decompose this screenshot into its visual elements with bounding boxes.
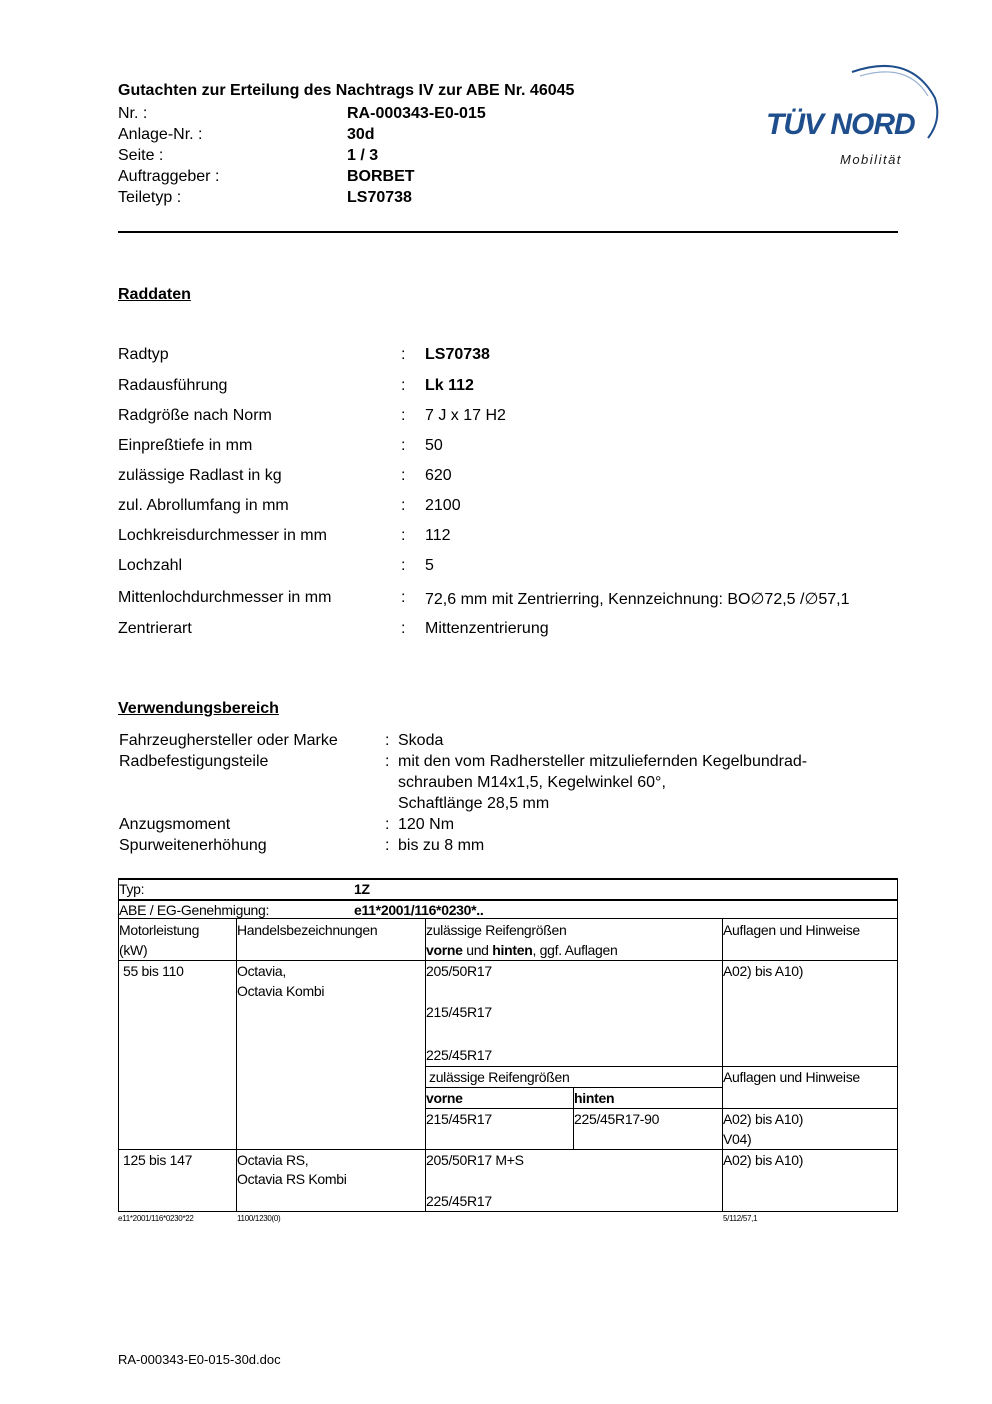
header-value: 1 / 3 [347, 147, 379, 164]
logo-wordmark: TÜV NORD [766, 108, 915, 141]
raddaten-value: 5 [425, 557, 434, 574]
verwendung-value: 120 Nm [398, 816, 455, 833]
row1-tyre: 225/45R17 [426, 1047, 492, 1063]
header-motorleistung: Motorleistung [119, 922, 200, 938]
table-footnote: e11*2001/116*0230*22 [118, 1214, 194, 1223]
raddaten-label: Lochkreisdurchmesser in mm [118, 527, 327, 544]
header-label: Teiletyp : [118, 189, 182, 206]
raddaten-label: zulässige Radlast in kg [118, 467, 282, 484]
verwendung-value: Schaftlänge 28,5 mm [398, 795, 550, 812]
header-label: Auftraggeber : [118, 168, 220, 185]
row2-handel: Octavia RS Kombi [237, 1171, 347, 1187]
raddaten-colon: : [401, 467, 406, 484]
section-title-raddaten: Raddaten [118, 286, 191, 303]
raddaten-value: 50 [425, 437, 443, 454]
header-und: und [462, 942, 493, 958]
raddaten-label: Einpreßtiefe in mm [118, 437, 253, 454]
verwendung-colon: : [385, 837, 390, 854]
typ-label: Typ: [119, 881, 145, 897]
row2-tyre: 205/50R17 M+S [426, 1152, 524, 1168]
raddaten-value: Lk 112 [425, 377, 474, 394]
header-motorleistung-unit: (kW) [119, 942, 148, 958]
verwendung-label: Radbefestigungsteile [119, 753, 269, 770]
row1-tyre: 215/45R17 [426, 1004, 492, 1020]
raddaten-label: Lochzahl [118, 557, 183, 574]
raddaten-colon: : [401, 589, 406, 606]
header-value: RA-000343-E0-015 [347, 105, 486, 122]
table-border [897, 878, 898, 1212]
header-value: BORBET [347, 168, 415, 185]
header-divider [118, 231, 898, 233]
row1-auflagen: A02) bis A10) [723, 963, 804, 979]
row1-handel: Octavia Kombi [237, 983, 325, 999]
document-filename: RA-000343-E0-015-30d.doc [118, 1352, 281, 1367]
abe-label: ABE / EG-Genehmigung: [119, 902, 270, 918]
row1-handel: Octavia, [237, 963, 286, 979]
verwendung-label: Fahrzeughersteller oder Marke [119, 732, 338, 749]
raddaten-colon: : [401, 557, 406, 574]
raddaten-colon: : [401, 346, 406, 363]
sub-hinten-value: 225/45R17-90 [574, 1111, 660, 1127]
raddaten-colon: : [401, 497, 406, 514]
raddaten-label: zul. Abrollumfang in mm [118, 497, 289, 514]
header-value: LS70738 [347, 189, 412, 206]
typ-value: 1Z [354, 881, 370, 897]
raddaten-colon: : [401, 527, 406, 544]
header-label: Seite : [118, 147, 164, 164]
verwendung-colon: : [385, 732, 390, 749]
verwendung-value: schrauben M14x1,5, Kegelwinkel 60°, [398, 774, 666, 791]
header-handelsbezeichnungen: Handelsbezeichnungen [237, 922, 378, 938]
raddaten-colon: : [401, 377, 406, 394]
header-auflagen-note: , ggf. Auflagen [532, 942, 618, 958]
sub-vorne-value: 215/45R17 [426, 1111, 492, 1127]
raddaten-value: 7 J x 17 H2 [425, 407, 506, 424]
raddaten-label: Mittenlochdurchmesser in mm [118, 589, 332, 606]
header-label: Nr. : [118, 105, 148, 122]
row2-handel: Octavia RS, [237, 1152, 309, 1168]
logo-subtitle: Mobilität [840, 152, 902, 167]
raddaten-value: 72,6 mm mit Zentrierring, Kennzeichnung: BO∅72,5 /∅57,1 [425, 591, 850, 608]
verwendung-value: bis zu 8 mm [398, 837, 485, 854]
raddaten-value: 2100 [425, 497, 461, 514]
sub-vorne: vorne [426, 1090, 463, 1106]
verwendung-colon: : [385, 753, 390, 770]
sub-hinten: hinten [574, 1090, 615, 1106]
sub-auflagen: Auflagen und Hinweise [723, 1069, 860, 1085]
header-reifengroessen: zulässige Reifengrößen [426, 922, 567, 938]
header-hinten: hinten [492, 942, 533, 958]
raddaten-label: Radtyp [118, 346, 169, 363]
raddaten-value: 620 [425, 467, 452, 484]
raddaten-label: Radgröße nach Norm [118, 407, 272, 424]
verwendung-label: Anzugsmoment [119, 816, 231, 833]
raddaten-label: Zentrierart [118, 620, 192, 637]
table-footnote: 5/112/57,1 [723, 1214, 758, 1223]
raddaten-value: 112 [425, 527, 451, 544]
row1-motor: 55 bis 110 [123, 963, 184, 979]
document-title: Gutachten zur Erteilung des Nachtrags IV zur ABE Nr. 46045 [118, 82, 575, 99]
table-border [425, 1108, 898, 1109]
vehicle-table [118, 878, 898, 1213]
verwendung-label: Spurweitenerhöhung [119, 837, 267, 854]
header-value: 30d [347, 126, 375, 143]
header-vorne: vorne [426, 942, 463, 958]
row1-tyre: 205/50R17 [426, 963, 492, 979]
verwendung-value: mit den vom Radhersteller mitzuliefernden Kegelbundrad- [398, 753, 808, 770]
section-title-verwendungsbereich: Verwendungsbereich [118, 700, 279, 717]
sub-auflagen-value: V04) [723, 1131, 752, 1147]
row2-tyre: 225/45R17 [426, 1193, 492, 1209]
raddaten-colon: : [401, 620, 406, 637]
table-footnote: 1100/1230(0) [237, 1214, 281, 1223]
abe-value: e11*2001/116*0230*.. [354, 902, 484, 918]
raddaten-label: Radausführung [118, 377, 228, 394]
raddaten-colon: : [401, 407, 406, 424]
sub-auflagen-value: A02) bis A10) [723, 1111, 804, 1127]
raddaten-colon: : [401, 437, 406, 454]
header-auflagen: Auflagen und Hinweise [723, 922, 860, 938]
table-border [118, 878, 898, 880]
verwendung-colon: : [385, 816, 390, 833]
table-border [118, 1211, 898, 1212]
verwendung-value: Skoda [398, 732, 444, 749]
row2-motor: 125 bis 147 [123, 1152, 193, 1168]
tuv-nord-logo [760, 58, 940, 178]
raddaten-value: LS70738 [425, 346, 490, 363]
header-reifengroessen-sub [426, 940, 618, 960]
raddaten-value: Mittenzentrierung [425, 620, 549, 637]
sub-reifengroessen: zulässige Reifengrößen [429, 1069, 570, 1085]
header-label: Anlage-Nr. : [118, 126, 203, 143]
row2-auflagen: A02) bis A10) [723, 1152, 804, 1168]
